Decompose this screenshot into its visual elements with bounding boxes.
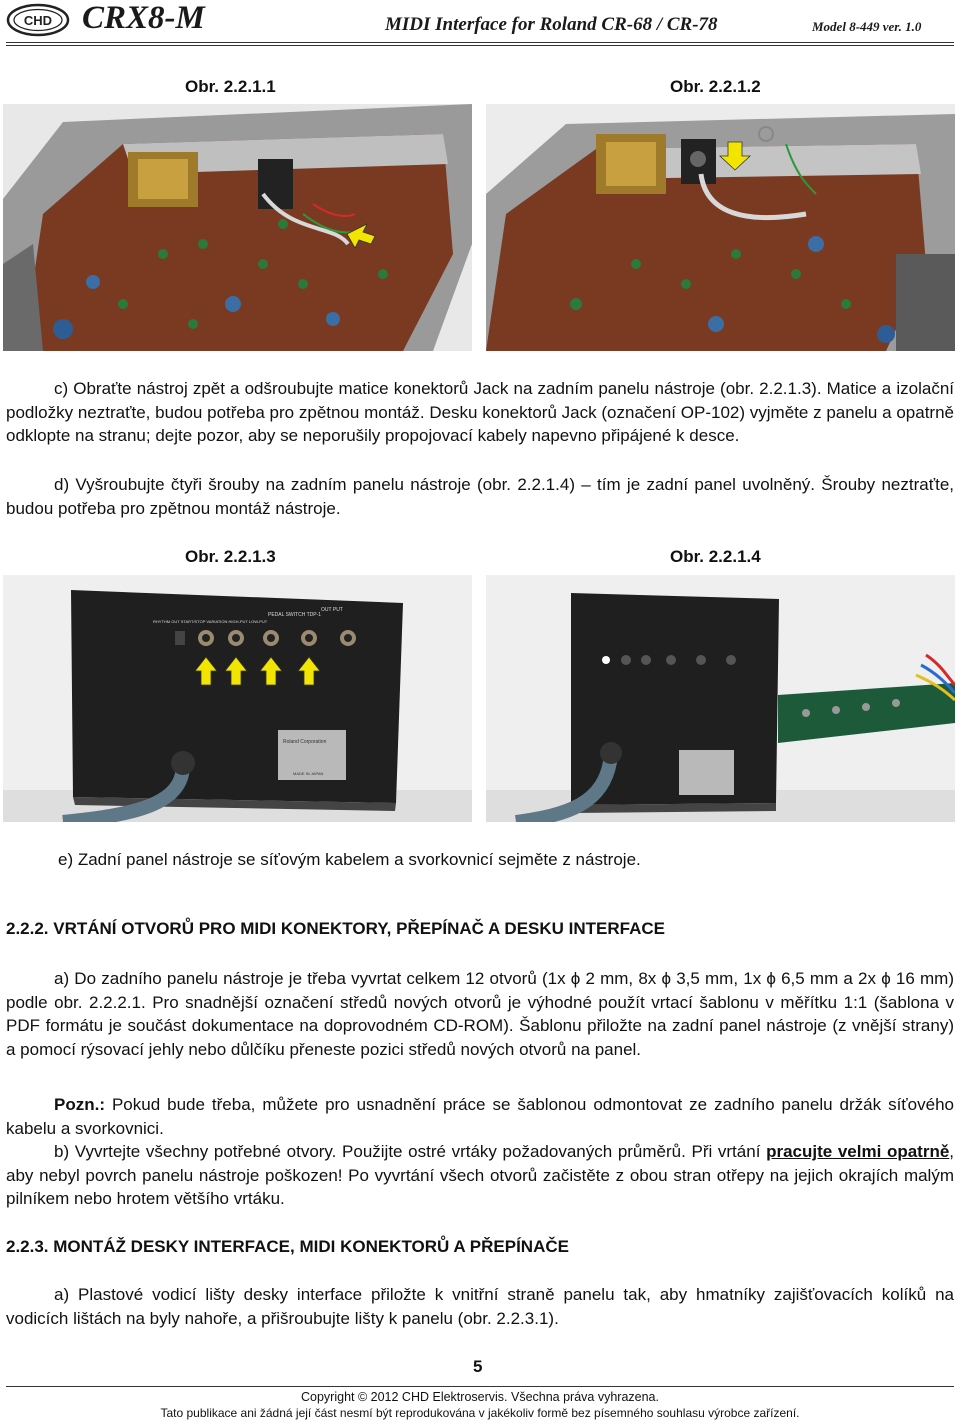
photo-rear-panel-1 xyxy=(3,575,472,822)
photo-open-instrument-2 xyxy=(486,104,955,351)
paragraph-b xyxy=(6,1140,954,1211)
chd-logo xyxy=(6,3,70,37)
section-heading-222: 2.2.2. VRTÁNÍ OTVORŮ PRO MIDI KONEKTORY, PŘEPÍNAČ A DESKU INTERFACE xyxy=(6,919,665,938)
header-rule xyxy=(6,42,954,43)
page-number: 5 xyxy=(473,1357,483,1376)
plate-made: MADE IN JAPAN xyxy=(293,771,324,776)
footer-rule xyxy=(6,1386,954,1387)
note-label: Pozn.: xyxy=(54,1095,105,1114)
paragraph-c: c) Obraťte nástroj zpět a odšroubujte matice konektorů Jack na zadním panelu nástroje (obr. 2.2.1.3). Matice a izolační podložky neztraťte, budou potřeba pro zpětnou montáž. Desku konektorů Jack (označení OP-102) vyjměte z panelu a opatrně odklopte na stranu; dejte pozor, aby se neporušily propojovací kabely napevno připájené k desce. xyxy=(6,379,954,445)
warning-emphasis: pracujte velmi opatrně xyxy=(766,1142,950,1161)
footer-copyright: Copyright © 2012 CHD Elektroservis. Všechna práva vyhrazena. xyxy=(301,1390,659,1404)
paragraph-d: d) Vyšroubujte čtyři šrouby na zadním panelu nástroje (obr. 2.2.1.4) – tím je zadní panel uvolněný. Šrouby neztraťte, budou potřeba pro zpětnou montáž nástroje. xyxy=(6,475,954,518)
paragraph-e: e) Zadní panel nástroje se síťovým kabelem a svorkovnicí sejměte z nástroje. xyxy=(58,850,641,869)
panel-label-jacks: RHYTHM OUT START/STOP VARIATION HIGH-PUT LOW-PUT xyxy=(153,619,268,624)
paragraph-b-part2: , aby nebyl povrch panelu nástroje poškozen! Po vyvrtání všech otvorů začistěte z obou stran otřepy na jejich okrajích malým pilníkem nebo hrotem většího vrtáku. xyxy=(6,1142,955,1208)
plate-brand: Roland Corporation xyxy=(283,739,327,745)
paragraph-a-drilling: a) Do zadního panelu nástroje je třeba vyvrtat celkem 12 otvorů (1x ϕ 2 mm, 8x ϕ 3,5 mm, 1x ϕ 6,5 mm a 2x ϕ 16 mm) podle obr. 2.2.2.1. Pro snadnější označení středů nových otvorů je výhodné použít vrtací šablonu v měřítku 1:1 (šablona v PDF formátu je součást dokumentace na doprovodném CD-ROM). Šablonu přiložte na zadní panel nástroje (z vnější strany) a pomocí rýsovací jehly nebo důlčíku přeneste pozici středů nových otvorů na panel. xyxy=(6,969,954,1059)
document-title: MIDI Interface for Roland CR-68 / CR-78 xyxy=(385,14,718,35)
footer-notice: Tato publikace ani žádná její část nesmí být reprodukována v jakékoliv formě bez písemného souhlasu výrobce zařízení. xyxy=(160,1406,800,1420)
paragraph-b-part1: b) Vyvrtejte všechny potřebné otvory. Použijte ostré vrtáky požadovaných průměrů. Při vrtání xyxy=(54,1142,767,1161)
note-text: Pokud bude třeba, můžete pro usnadnění práce se šablonou odmontovat ze zadního panelu držák síťového kabelu a svorkovnici. xyxy=(6,1095,954,1138)
photo-open-instrument-1 xyxy=(3,104,472,351)
header-rule-thin xyxy=(6,45,954,46)
photo-rear-panel-2 xyxy=(486,575,955,822)
figure-label-3: Obr. 2.2.1.3 xyxy=(185,547,276,566)
page-header xyxy=(0,0,960,44)
figure-label-1: Obr. 2.2.1.1 xyxy=(185,77,276,96)
brand-name: CRX8-M xyxy=(82,0,205,36)
logo-text: CHD xyxy=(23,13,53,28)
figure-label-2: Obr. 2.2.1.2 xyxy=(670,77,761,96)
paragraph-note xyxy=(6,1093,954,1140)
section-heading-223: 2.2.3. MONTÁŽ DESKY INTERFACE, MIDI KONEKTORŮ A PŘEPÍNAČE xyxy=(6,1237,569,1256)
panel-label-pedal: PEDAL SWITCH TDP-1 xyxy=(268,612,322,618)
model-version: Model 8-449 ver. 1.0 xyxy=(812,19,922,34)
figure-label-4: Obr. 2.2.1.4 xyxy=(670,547,761,566)
panel-label-output: OUT PUT xyxy=(321,607,343,613)
paragraph-a-mounting: a) Plastové vodicí lišty desky interface přiložte k vnitřní straně panelu tak, aby hmatníky zajišťovacích kolíků na vodicích lištách na byly nahoře, a přišroubujte lišty k panelu (obr. 2.2.3.1). xyxy=(6,1285,954,1328)
